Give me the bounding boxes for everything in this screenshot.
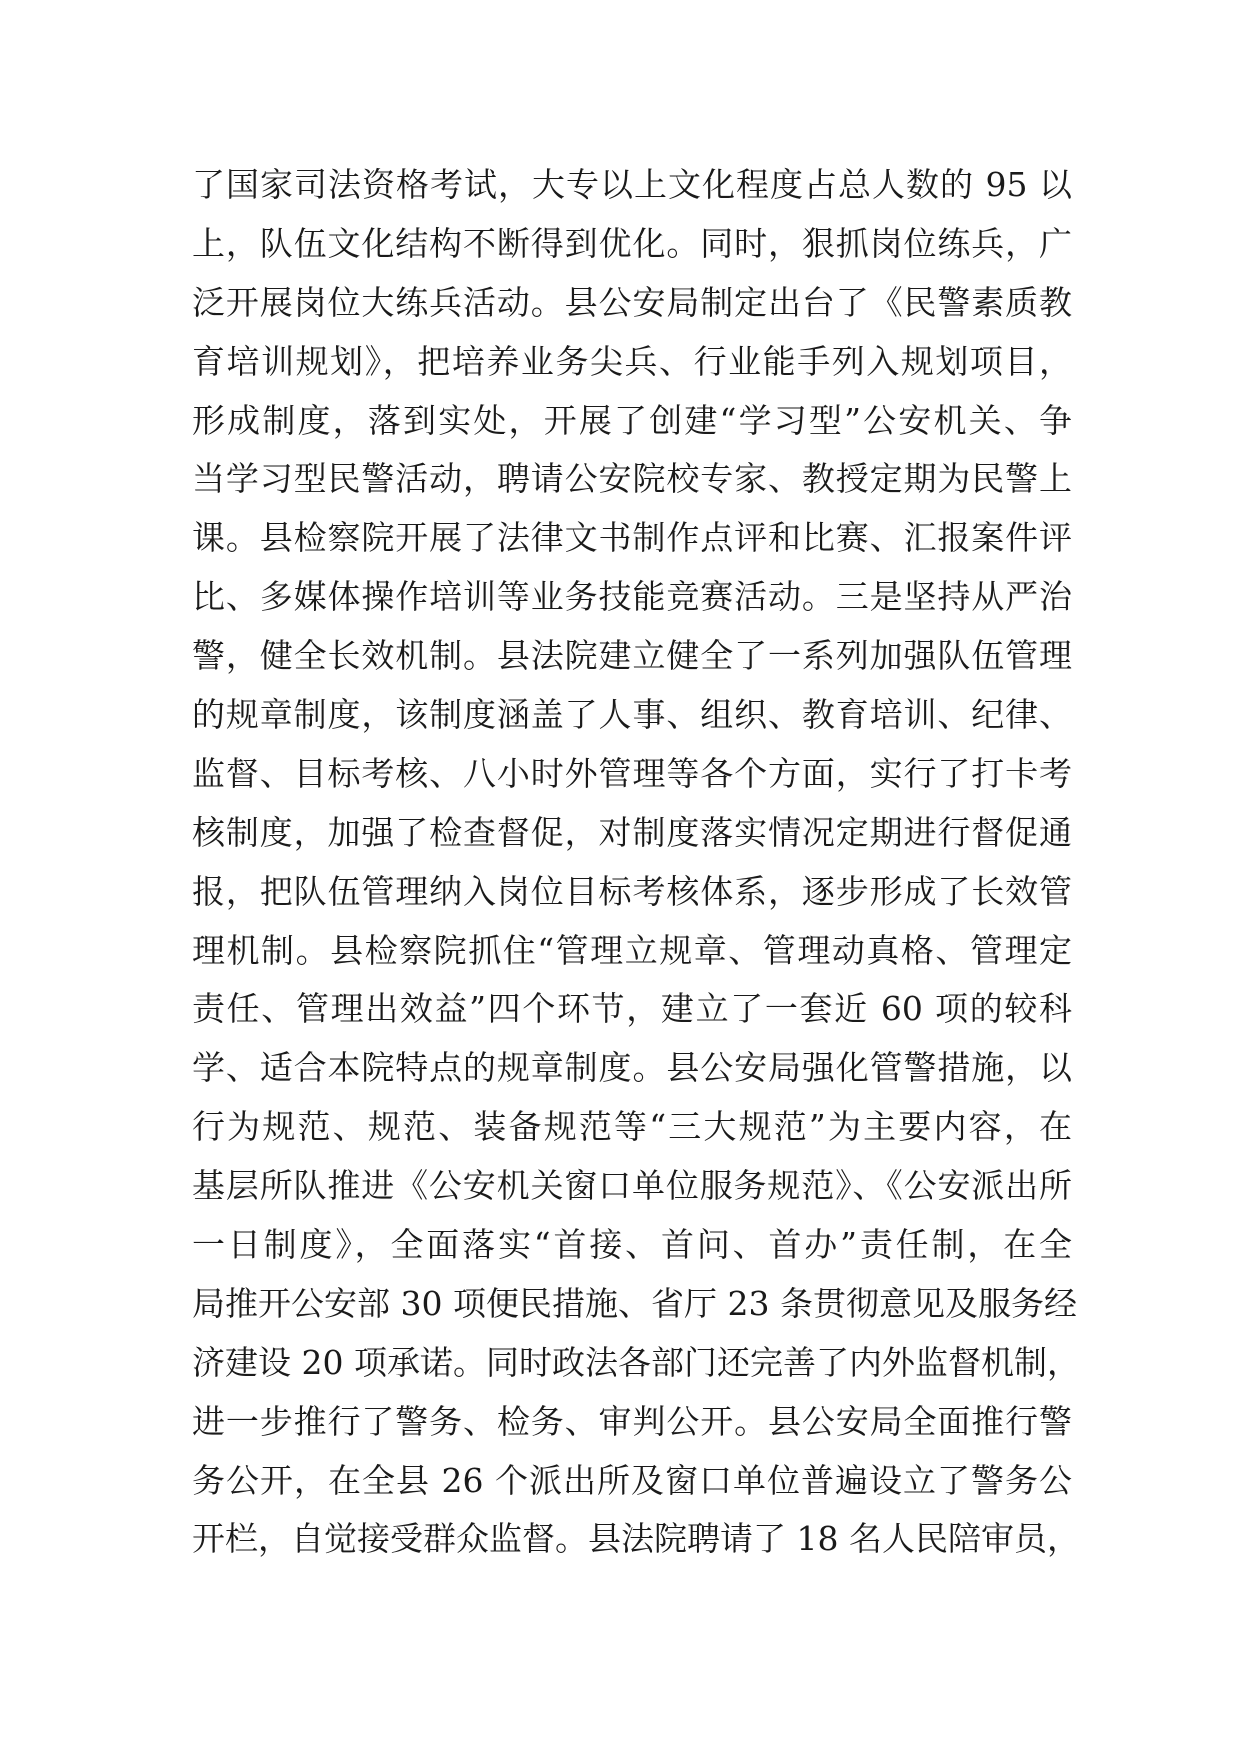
- text-line: 报，把队伍管理纳入岗位目标考核体系，逐步形成了长效管: [192, 871, 1072, 911]
- text-line: 基层所队推进《公安机关窗口单位服务规范》、《公安派出所: [192, 1166, 1072, 1206]
- text-line: 育培训规划》，把培养业务尖兵、行业能手列入规划项目，: [192, 341, 1072, 381]
- text-line: 理机制。县检察院抓住“管理立规章、管理动真格、管理定: [192, 930, 1072, 970]
- text-line: 比、多媒体操作培训等业务技能竞赛活动。三是坚持从严治: [192, 577, 1072, 617]
- text-line: 学、适合本院特点的规章制度。县公安局强化管警措施，以: [192, 1048, 1072, 1088]
- text-line: 务公开，在全县 26 个派出所及窗口单位普遍设立了警务公: [192, 1460, 1072, 1500]
- text-line: 当学习型民警活动，聘请公安院校专家、教授定期为民警上: [192, 459, 1072, 499]
- text-line: 责任、管理出效益”四个环节，建立了一套近 60 项的较科: [192, 989, 1072, 1029]
- text-line: 上，队伍文化结构不断得到优化。同时，狠抓岗位练兵，广: [192, 223, 1072, 263]
- text-line: 监督、目标考核、八小时外管理等各个方面，实行了打卡考: [192, 753, 1072, 793]
- text-line: 开栏，自觉接受群众监督。县法院聘请了 18 名人民陪审员，: [192, 1519, 1080, 1559]
- text-line: 进一步推行了警务、检务、审判公开。县公安局全面推行警: [192, 1401, 1072, 1441]
- text-line: 行为规范、规范、装备规范等“三大规范”为主要内容，在: [192, 1107, 1072, 1147]
- text-line: 了国家司法资格考试，大专以上文化程度占总人数的 95 以: [192, 165, 1072, 204]
- text-line: 课。县检察院开展了法律文书制作点评和比赛、汇报案件评: [192, 518, 1072, 558]
- text-line: 济建设 20 项承诺。同时政法各部门还完善了内外监督机制，: [192, 1342, 1080, 1382]
- body-text: [192, 156, 1080, 1569]
- text-line: 一日制度》，全面落实“首接、首问、首办”责任制，在全: [192, 1225, 1072, 1265]
- text-line: 形成制度，落到实处，开展了创建“学习型”公安机关、争: [192, 400, 1072, 440]
- text-line: 局推开公安部 30 项便民措施、省厅 23 条贯彻意见及服务经: [192, 1283, 1077, 1323]
- text-line: 警，健全长效机制。县法院建立健全了一系列加强队伍管理: [192, 636, 1072, 676]
- text-line: 泛开展岗位大练兵活动。县公安局制定出台了《民警素质教: [192, 282, 1072, 322]
- text-line: 核制度，加强了检查督促，对制度落实情况定期进行督促通: [192, 812, 1072, 852]
- text-line: 的规章制度，该制度涵盖了人事、组织、教育培训、纪律、: [192, 695, 1072, 735]
